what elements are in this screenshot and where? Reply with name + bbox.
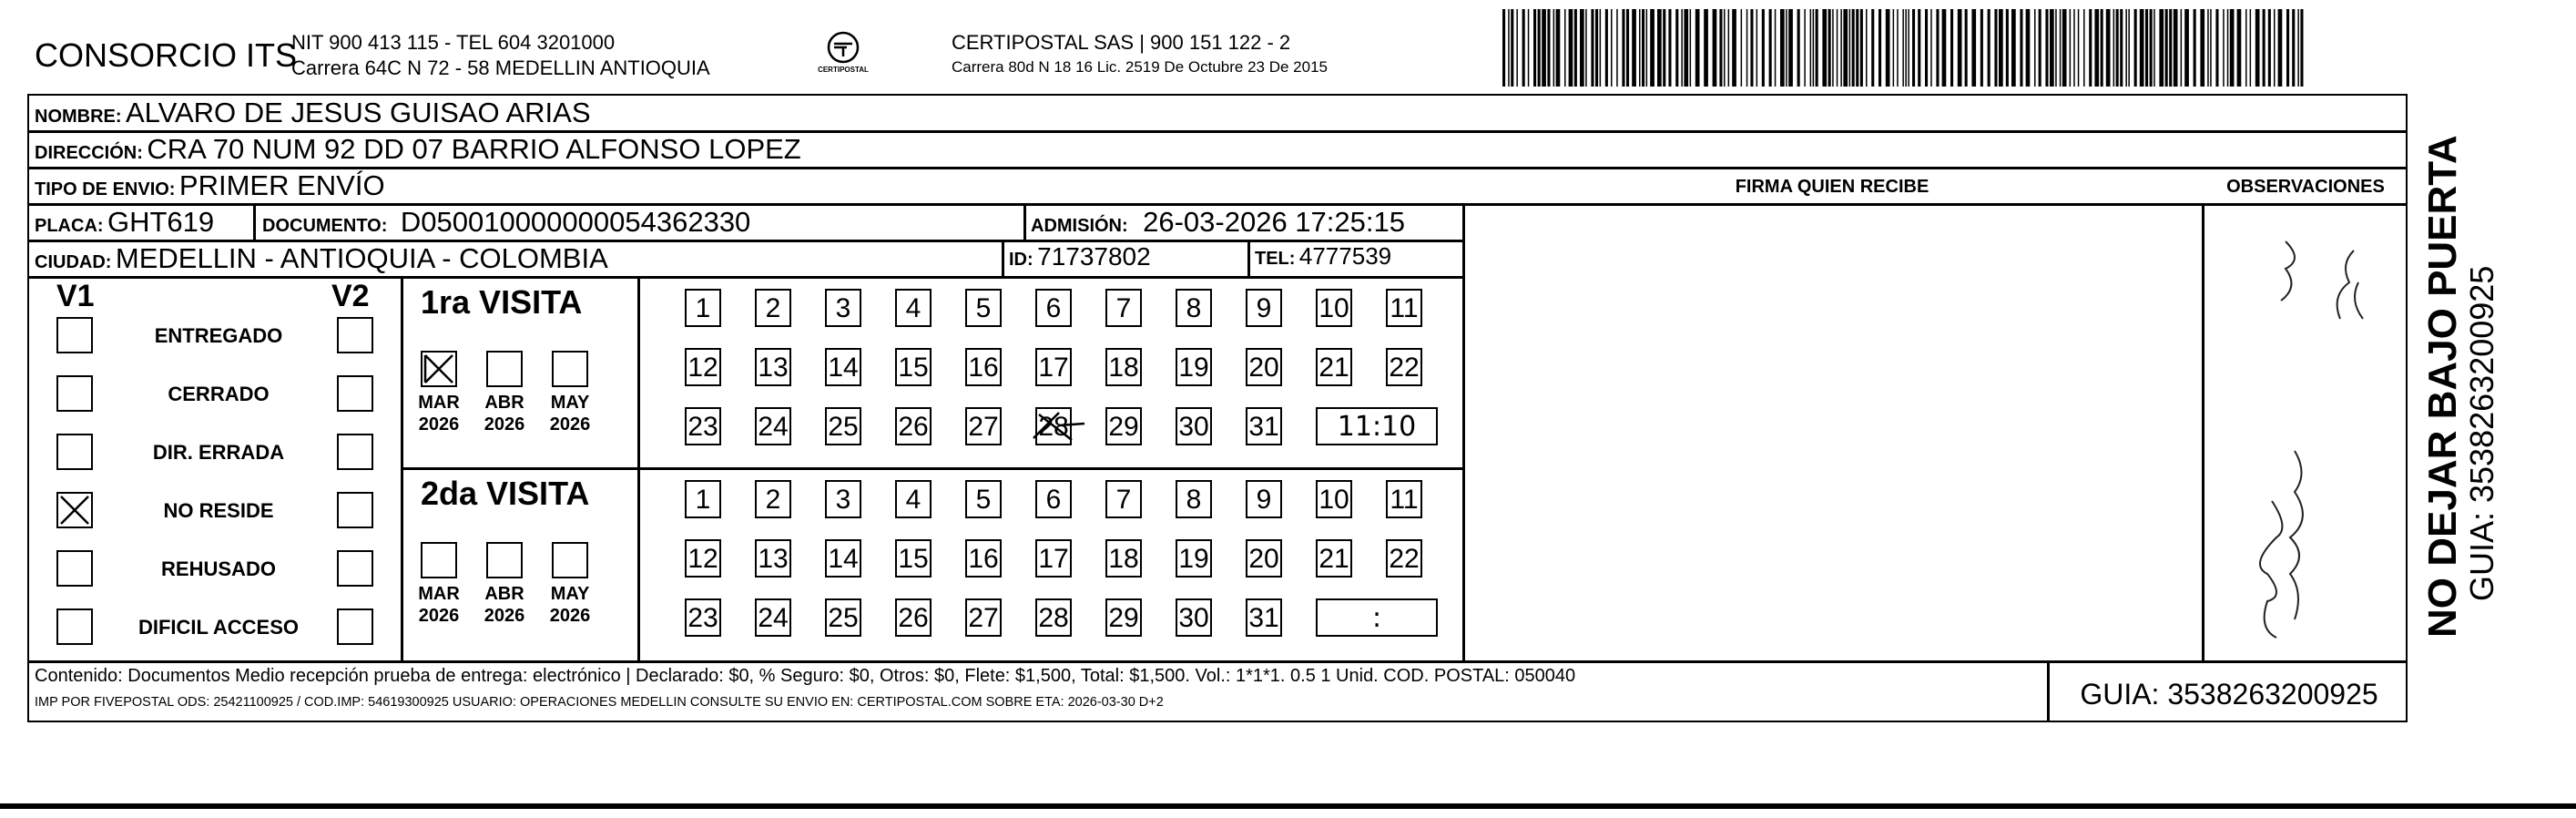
day-cell[interactable]: 31 xyxy=(1246,598,1282,637)
barcode xyxy=(1502,9,2322,87)
status-label: CERRADO xyxy=(168,383,270,405)
col-line xyxy=(1247,240,1250,276)
col-line xyxy=(637,276,640,660)
day-cell[interactable]: 12 xyxy=(685,539,721,578)
certi-line1: CERTIPOSTAL SAS | 900 151 122 - 2 xyxy=(952,31,1291,54)
visit-title: 2da VISITA xyxy=(421,475,590,512)
day-cell[interactable]: 30 xyxy=(1176,407,1212,445)
year-label: 2026 xyxy=(549,606,591,626)
day-cell[interactable]: 21 xyxy=(1316,539,1352,578)
day-cell[interactable]: 24 xyxy=(755,407,791,445)
day-cell[interactable]: 28 xyxy=(1035,598,1072,637)
v1-checkbox[interactable] xyxy=(56,550,93,587)
tipo-row xyxy=(35,169,385,202)
day-cell[interactable]: 27 xyxy=(965,598,1002,637)
v1-checkbox[interactable] xyxy=(56,434,93,470)
day-cell[interactable]: 13 xyxy=(755,348,791,386)
ciudad-value: MEDELLIN - ANTIOQUIA - COLOMBIA xyxy=(115,242,608,274)
day-cell[interactable]: 17 xyxy=(1035,348,1072,386)
v2-checkbox[interactable] xyxy=(337,375,373,412)
v2-header: V2 xyxy=(331,279,370,313)
side-warning xyxy=(2422,135,2500,638)
day-cell[interactable]: 30 xyxy=(1176,598,1212,637)
status-label: ENTREGADO xyxy=(154,324,283,347)
v1-checkbox[interactable] xyxy=(56,492,93,528)
day-cell[interactable]: 21 xyxy=(1316,348,1352,386)
day-cell[interactable]: 5 xyxy=(965,480,1002,518)
day-cell[interactable]: 25 xyxy=(825,598,861,637)
row-line xyxy=(27,660,2408,663)
day-cell[interactable]: 9 xyxy=(1246,480,1282,518)
month-label: ABR xyxy=(484,584,524,604)
id-row xyxy=(1009,242,1151,271)
observaciones-header: OBSERVACIONES xyxy=(2226,177,2385,197)
documento-value: D050010000000054362330 xyxy=(400,206,751,238)
day-cell[interactable]: 22 xyxy=(1386,539,1422,578)
company-name: CONSORCIO ITS xyxy=(35,36,298,74)
day-cell[interactable]: 20 xyxy=(1246,539,1282,578)
day-cell[interactable]: 12 xyxy=(685,348,721,386)
year-label: 2026 xyxy=(484,606,525,626)
day-cell[interactable]: 7 xyxy=(1105,289,1142,327)
v2-checkbox[interactable] xyxy=(337,492,373,528)
status-label: NO RESIDE xyxy=(163,499,274,522)
day-cell[interactable]: 26 xyxy=(895,598,932,637)
month-checkbox[interactable] xyxy=(421,542,457,578)
certipostal-logo xyxy=(810,27,876,82)
day-cell[interactable]: 14 xyxy=(825,539,861,578)
no-dejar-label: NO DEJAR BAJO PUERTA xyxy=(2420,135,2465,638)
month-checkbox[interactable] xyxy=(486,542,523,578)
col-line xyxy=(1023,203,1026,240)
day-cell[interactable]: 14 xyxy=(825,348,861,386)
day-cell[interactable]: 3 xyxy=(825,289,861,327)
obs-header-line xyxy=(1462,203,2408,206)
day-cell[interactable]: 6 xyxy=(1035,480,1072,518)
check-mark-icon xyxy=(58,494,91,527)
nombre-label: NOMBRE: xyxy=(35,107,122,127)
day-cell[interactable]: 26 xyxy=(895,407,932,445)
day-cell[interactable]: 25 xyxy=(825,407,861,445)
day-cell[interactable]: 17 xyxy=(1035,539,1072,578)
day-cell[interactable]: 15 xyxy=(895,348,932,386)
day-cell[interactable]: 8 xyxy=(1176,480,1212,518)
day-cell[interactable]: 22 xyxy=(1386,348,1422,386)
direccion-value: CRA 70 NUM 92 DD 07 BARRIO ALFONSO LOPEZ xyxy=(147,133,801,165)
certi-line2: Carrera 80d N 18 16 Lic. 2519 De Octubre 23 De 2015 xyxy=(952,58,1328,76)
ciudad-row xyxy=(35,242,608,275)
visit-divider xyxy=(401,467,1464,470)
day-cell[interactable]: 15 xyxy=(895,539,932,578)
day-cell[interactable]: 13 xyxy=(755,539,791,578)
placa-label: PLACA: xyxy=(35,216,104,236)
col-line xyxy=(1462,203,1465,660)
v2-checkbox[interactable] xyxy=(337,434,373,470)
day-cell[interactable]: 16 xyxy=(965,539,1002,578)
nombre-value: ALVARO DE JESUS GUISAO ARIAS xyxy=(126,97,591,128)
month-label: MAR xyxy=(418,584,460,604)
year-label: 2026 xyxy=(549,414,591,435)
placa-row xyxy=(35,206,214,239)
month-label: MAR xyxy=(418,393,460,413)
day-cell[interactable]: 23 xyxy=(685,407,721,445)
day-cell[interactable]: 29 xyxy=(1105,598,1142,637)
day-cell[interactable]: 6 xyxy=(1035,289,1072,327)
direccion-row xyxy=(35,133,801,166)
day-cell[interactable]: 20 xyxy=(1246,348,1282,386)
direccion-label: DIRECCIÓN: xyxy=(35,143,143,163)
v1-checkbox[interactable] xyxy=(56,375,93,412)
v1-checkbox[interactable] xyxy=(56,608,93,645)
day-cell[interactable]: 3 xyxy=(825,480,861,518)
day-cell[interactable]: 19 xyxy=(1176,539,1212,578)
handwriting-scribble xyxy=(2213,219,2404,656)
documento-row xyxy=(262,206,750,239)
day-cell[interactable]: 31 xyxy=(1246,407,1282,445)
v1-checkbox[interactable] xyxy=(56,317,93,353)
observaciones-handwriting xyxy=(2213,219,2404,656)
day-cell[interactable]: 24 xyxy=(755,598,791,637)
id-label: ID: xyxy=(1009,250,1033,270)
month-label: MAY xyxy=(550,584,590,604)
v1-header: V1 xyxy=(56,279,95,313)
day-cell[interactable]: 8 xyxy=(1176,289,1212,327)
footer-imp: IMP POR FIVEPOSTAL ODS: 25421100925 / COD.IMP: 54619300925 USUARIO: OPERACIONES MEDELLIN CONSULTE SU ENVIO EN: CERTIPOSTAL.COM SOBRE ETA: 2026-03-30 D+2 xyxy=(35,695,1164,710)
tel-row xyxy=(1255,242,1391,271)
visit-title: 1ra VISITA xyxy=(421,283,583,321)
side-guia-label: GUIA: 3538263200925 xyxy=(2463,265,2500,601)
day-cell[interactable]: 27 xyxy=(965,407,1002,445)
tel-label: TEL: xyxy=(1255,249,1296,269)
v2-checkbox[interactable] xyxy=(337,550,373,587)
col-line xyxy=(253,203,256,240)
page-bottom-line xyxy=(0,803,2576,809)
day-cell[interactable]: 23 xyxy=(685,598,721,637)
tipo-label: TIPO DE ENVIO: xyxy=(35,179,176,199)
day-cell[interactable]: 11 xyxy=(1386,480,1422,518)
documento-label: DOCUMENTO: xyxy=(262,216,388,236)
tel-value: 4777539 xyxy=(1298,242,1392,270)
year-label: 2026 xyxy=(418,606,460,626)
col-line xyxy=(2202,203,2204,660)
day-cell[interactable]: 4 xyxy=(895,480,932,518)
month-checkbox[interactable] xyxy=(552,351,588,387)
day-cell[interactable]: 10 xyxy=(1316,480,1352,518)
day-cell[interactable]: 10 xyxy=(1316,289,1352,327)
v2-checkbox[interactable] xyxy=(337,608,373,645)
footer-contenido: Contenido: Documentos Medio recepción prueba de entrega: electrónico | Declarado: $0, % Seguro: $0, Otros: $0, Flete: $1,500, Total: $1,500. Vol.: 1*1*1. 0.5 1 Unid. COD. POSTAL: 050040 xyxy=(35,666,1576,686)
day-cell[interactable]: 7 xyxy=(1105,480,1142,518)
admision-row xyxy=(1031,206,1405,239)
v2-checkbox[interactable] xyxy=(337,317,373,353)
status-label: DIFICIL ACCESO xyxy=(137,616,299,639)
day-cell[interactable]: 11 xyxy=(1386,289,1422,327)
nombre-row xyxy=(35,97,591,129)
col-line xyxy=(1002,240,1004,276)
time-field[interactable]: : xyxy=(1316,598,1438,637)
placa-value: GHT619 xyxy=(107,206,215,238)
admision-value: 26-03-2026 17:25:15 xyxy=(1143,206,1405,238)
certipostal-logo-icon xyxy=(810,27,876,82)
day-cell[interactable]: 28 xyxy=(1035,407,1072,445)
month-checkbox[interactable] xyxy=(421,351,457,387)
company-line1: NIT 900 413 115 - TEL 604 3201000 xyxy=(291,31,616,54)
year-label: 2026 xyxy=(484,414,525,435)
check-mark-icon xyxy=(423,353,455,385)
month-checkbox[interactable] xyxy=(486,351,523,387)
day-cell[interactable]: 19 xyxy=(1176,348,1212,386)
month-label: ABR xyxy=(484,393,524,413)
company-line2: Carrera 64C N 72 - 58 MEDELLIN ANTIOQUIA xyxy=(291,56,710,79)
row-line xyxy=(27,276,1464,279)
year-label: 2026 xyxy=(418,414,460,435)
day-cell[interactable]: 4 xyxy=(895,289,932,327)
logo-caption: CERTIPOSTAL xyxy=(818,66,869,74)
day-cell[interactable]: 5 xyxy=(965,289,1002,327)
month-label: MAY xyxy=(550,393,590,413)
month-checkbox[interactable] xyxy=(552,542,588,578)
day-cell[interactable]: 9 xyxy=(1246,289,1282,327)
day-cell[interactable]: 2 xyxy=(755,289,791,327)
ciudad-label: CIUDAD: xyxy=(35,252,112,272)
day-strike-mark xyxy=(1032,407,1086,445)
day-cell[interactable]: 1 xyxy=(685,480,721,518)
col-line xyxy=(2047,660,2050,722)
tipo-value: PRIMER ENVÍO xyxy=(178,169,385,201)
status-label: DIR. ERRADA xyxy=(152,441,285,464)
time-field[interactable]: 11:10 xyxy=(1316,407,1438,445)
day-cell[interactable]: 29 xyxy=(1105,407,1142,445)
day-cell[interactable]: 18 xyxy=(1105,539,1142,578)
status-label: REHUSADO xyxy=(161,557,276,580)
admision-label: ADMISIÓN: xyxy=(1031,216,1128,236)
footer-guia: GUIA: 3538263200925 xyxy=(2080,678,2378,711)
id-value: 71737802 xyxy=(1037,242,1151,271)
header xyxy=(0,0,2576,98)
firma-header: FIRMA QUIEN RECIBE xyxy=(1735,177,1929,197)
day-cell[interactable]: 2 xyxy=(755,480,791,518)
day-cell[interactable]: 1 xyxy=(685,289,721,327)
day-cell[interactable]: 16 xyxy=(965,348,1002,386)
day-cell[interactable]: 18 xyxy=(1105,348,1142,386)
col-line xyxy=(401,276,403,660)
